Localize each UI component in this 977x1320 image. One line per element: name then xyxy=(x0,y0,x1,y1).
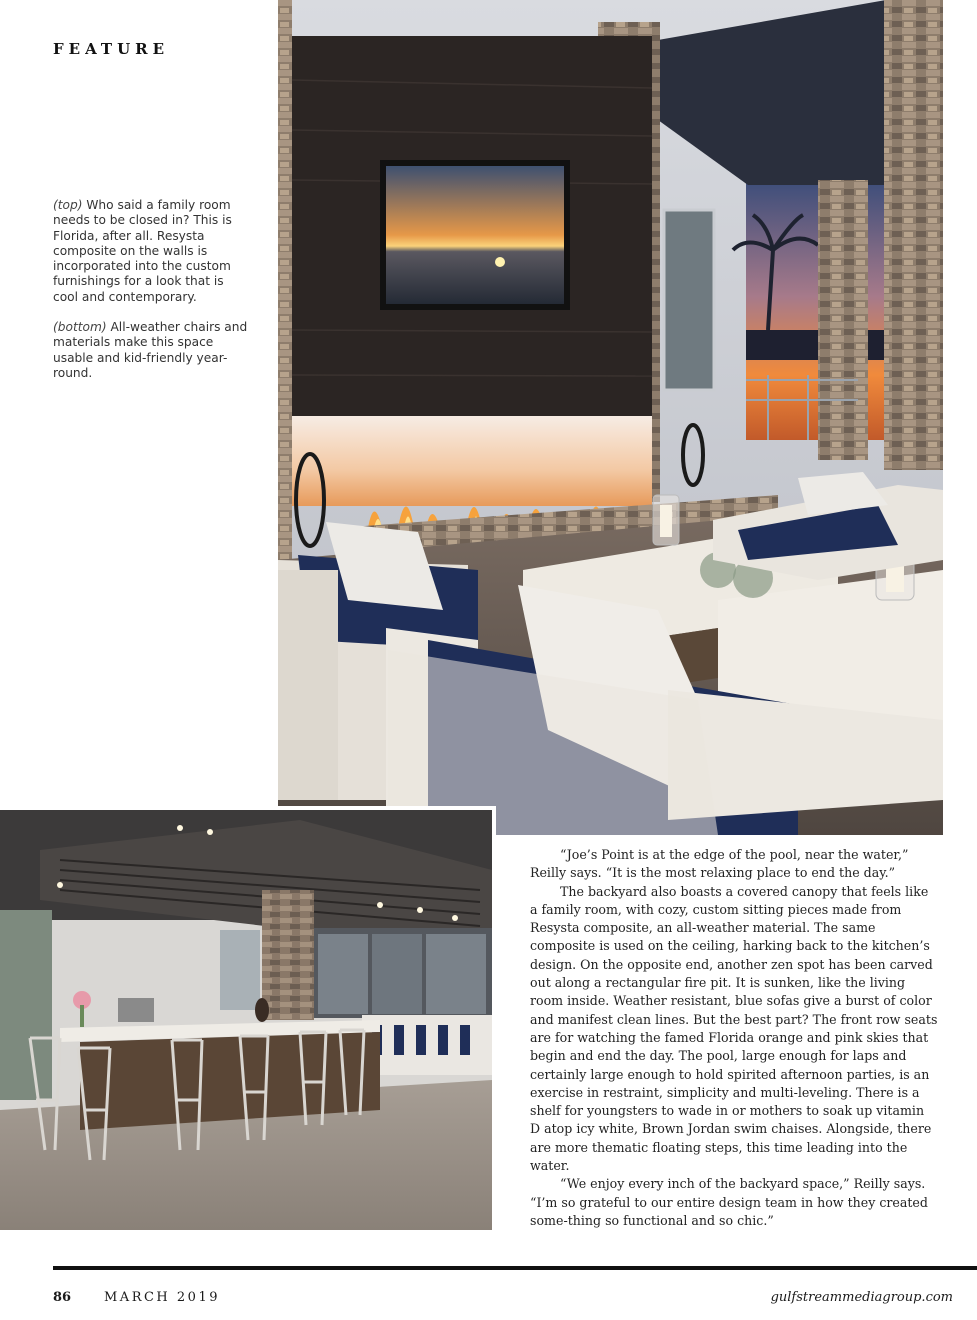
article-body xyxy=(530,846,938,1230)
section-label: FEATURE xyxy=(53,40,170,58)
caption-top-text: Who said a family room needs to be closed in? This is Florida, after all. Resysta composite on the walls is incorporated into the custom furnishings for a look that is cool and contemporary. xyxy=(53,198,232,304)
caption-bottom-text: All-weather chairs and materials make this space usable and kid-friendly year-round. xyxy=(53,320,248,380)
caption-bottom xyxy=(53,320,248,381)
article-paragraph: The backyard also boasts a covered canopy that feels like a family room, with cozy, custom sitting pieces made from Resysta composite, an all-weather material. The same composite is used on the ceiling, harking back to the kitchen’s design. On the opposite end, another zen spot has been carved out along a rectangular fire pit. It is sunken, like the living room inside. Weather resistant, blue sofas give a burst of color and manifest clean lines. But the best part? The front row seats are for watching the famed Florida orange and pink skies that begin and end the day. The pool, large enough for laps and certainly large enough to hold spirited afternoon parties, is an exercise in restraint, simplicity and multi-leveling. There is a shelf for youngsters to wade in or mothers to soak up vitamin D atop icy white, Brown Jordan swim chaises. Alongside, there are more thematic floating steps, this time leading into the water. xyxy=(530,883,938,1174)
outdoor-bar-illustration xyxy=(0,810,492,1230)
caption-top-tag: (top) xyxy=(53,198,83,212)
caption-top xyxy=(53,198,248,305)
photo-outdoor-bar xyxy=(0,806,496,1230)
article-paragraph: “Joe’s Point is at the edge of the pool, near the water,” Reilly says. “It is the most relaxing place to end the day.” xyxy=(530,847,909,881)
website-url: gulfstreammediagroup.com xyxy=(770,1290,953,1305)
article-paragraph: “We enjoy every inch of the backyard space,” Reilly says. “I’m so grateful to our entire design team in how they created some-thing so functional and so chic.” xyxy=(530,1176,928,1228)
family-room-illustration xyxy=(278,0,943,835)
page-footer xyxy=(53,1290,953,1310)
footer-rule xyxy=(53,1266,977,1270)
issue-date: MARCH 2019 xyxy=(104,1290,220,1305)
photo-outdoor-family-room xyxy=(278,0,943,835)
photo-captions xyxy=(53,198,248,396)
page-number: 86 xyxy=(53,1290,72,1305)
caption-bottom-tag: (bottom) xyxy=(53,320,107,335)
